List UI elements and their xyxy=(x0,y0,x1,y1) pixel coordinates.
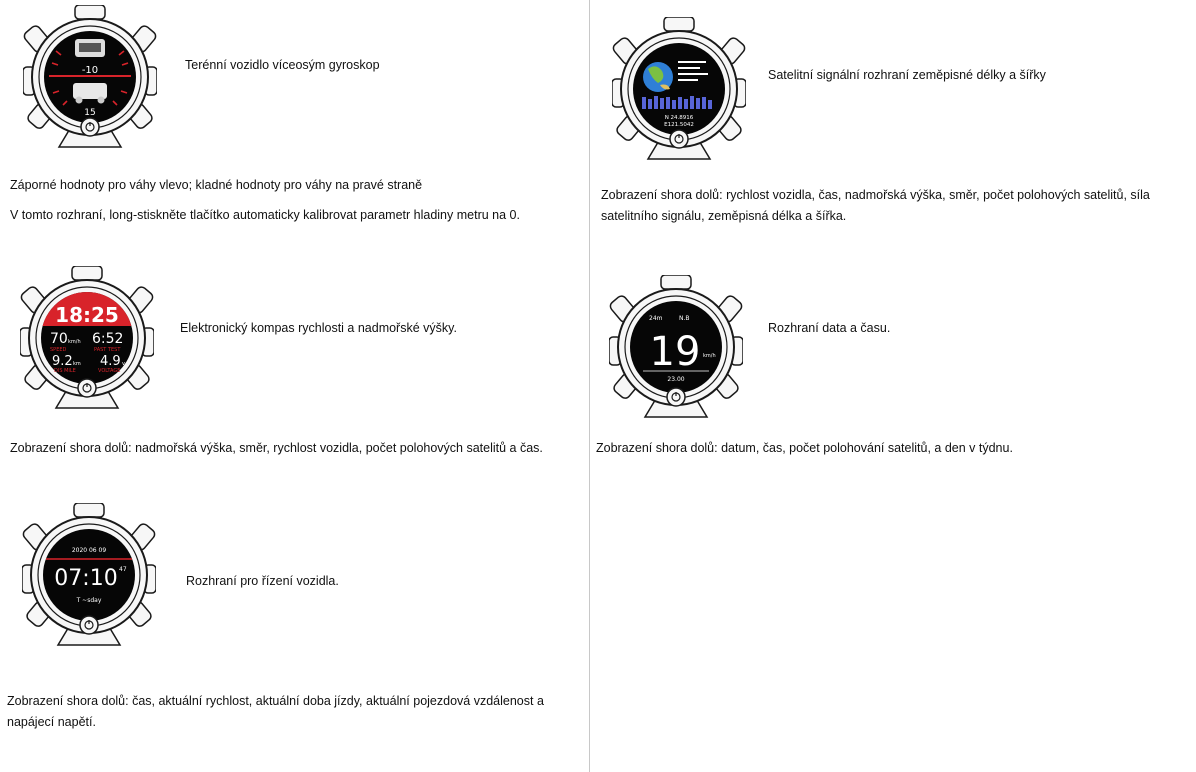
gyroscope-device-image xyxy=(23,5,157,153)
datetime-footer: 23.00 xyxy=(667,376,685,383)
gyroscope-description-2: V tomto rozhraní, long-stiskněte tlačítko automaticky kalibrovat parametr hladiny metru na 0. xyxy=(10,208,520,222)
gyroscope-caption: Terénní vozidlo víceosým gyroskop xyxy=(185,58,380,72)
drive-caption: Rozhraní pro řízení vozidla. xyxy=(186,574,339,588)
compass-speed-label: SPEED xyxy=(50,347,67,353)
compass-device-image xyxy=(20,266,154,414)
datetime-unit: km/h xyxy=(703,353,716,359)
satellite-device-image xyxy=(612,17,746,165)
compass-distance-label: DIS MILE xyxy=(54,368,76,374)
compass-clock-label: PAST TEST xyxy=(94,347,121,353)
drive-seconds: 47 xyxy=(119,566,127,573)
compass-speed-unit: km/h xyxy=(68,339,81,345)
satellite-caption: Satelitní signální rozhraní zeměpisné délky a šířky xyxy=(768,68,1046,82)
satellite-latitude: N 24.8916 xyxy=(664,115,694,121)
column-divider xyxy=(589,0,590,772)
datetime-caption: Rozhraní data a času. xyxy=(768,321,891,335)
compass-voltage: 4.9 xyxy=(100,354,121,369)
compass-distance: 9.2 xyxy=(52,354,73,369)
compass-description: Zobrazení shora dolů: nadmořská výška, směr, rychlost vozidla, počet polohových satelitů a čas. xyxy=(10,441,543,455)
drive-weekday: T ~sday xyxy=(76,597,102,604)
gyro-top-value: -10 xyxy=(81,65,99,76)
datetime-header-right: N.B xyxy=(679,315,690,322)
compass-voltage-unit: v xyxy=(122,361,125,367)
datetime-device-image xyxy=(609,275,743,423)
satellite-description: Zobrazení shora dolů: rychlost vozidla, čas, nadmořská výška, směr, počet polohových satelitů, síla satelitního signálu, zeměpisná délka a šířka. xyxy=(601,188,1150,223)
datetime-value: 19 xyxy=(649,329,701,375)
compass-speed: 70 xyxy=(50,331,68,347)
drive-device-image xyxy=(22,503,156,651)
gyroscope-description-1: Záporné hodnoty pro váhy vlevo; kladné hodnoty pro váhy na pravé straně xyxy=(10,178,423,192)
drive-date: 2020 06 09 xyxy=(71,547,107,554)
satellite-longitude: E121.5042 xyxy=(664,122,694,128)
compass-voltage-label: VOLTAGE xyxy=(98,368,121,374)
datetime-header-left: 24m xyxy=(649,315,663,322)
drive-time: 07:10 xyxy=(54,566,118,591)
compass-caption: Elektronický kompas rychlosti a nadmořské výšky. xyxy=(180,321,457,335)
compass-distance-unit: km xyxy=(73,361,81,367)
gyro-bottom-value: 15 xyxy=(84,108,96,118)
drive-description: Zobrazení shora dolů: čas, aktuální rychlost, aktuální doba jízdy, aktuální pojezdová vzdálenost a napájecí napětí. xyxy=(7,694,544,729)
compass-time: 18:25 xyxy=(55,303,119,327)
datetime-description: Zobrazení shora dolů: datum, čas, počet polohování satelitů, a den v týdnu. xyxy=(596,441,1013,455)
compass-clock: 6:52 xyxy=(92,331,124,347)
